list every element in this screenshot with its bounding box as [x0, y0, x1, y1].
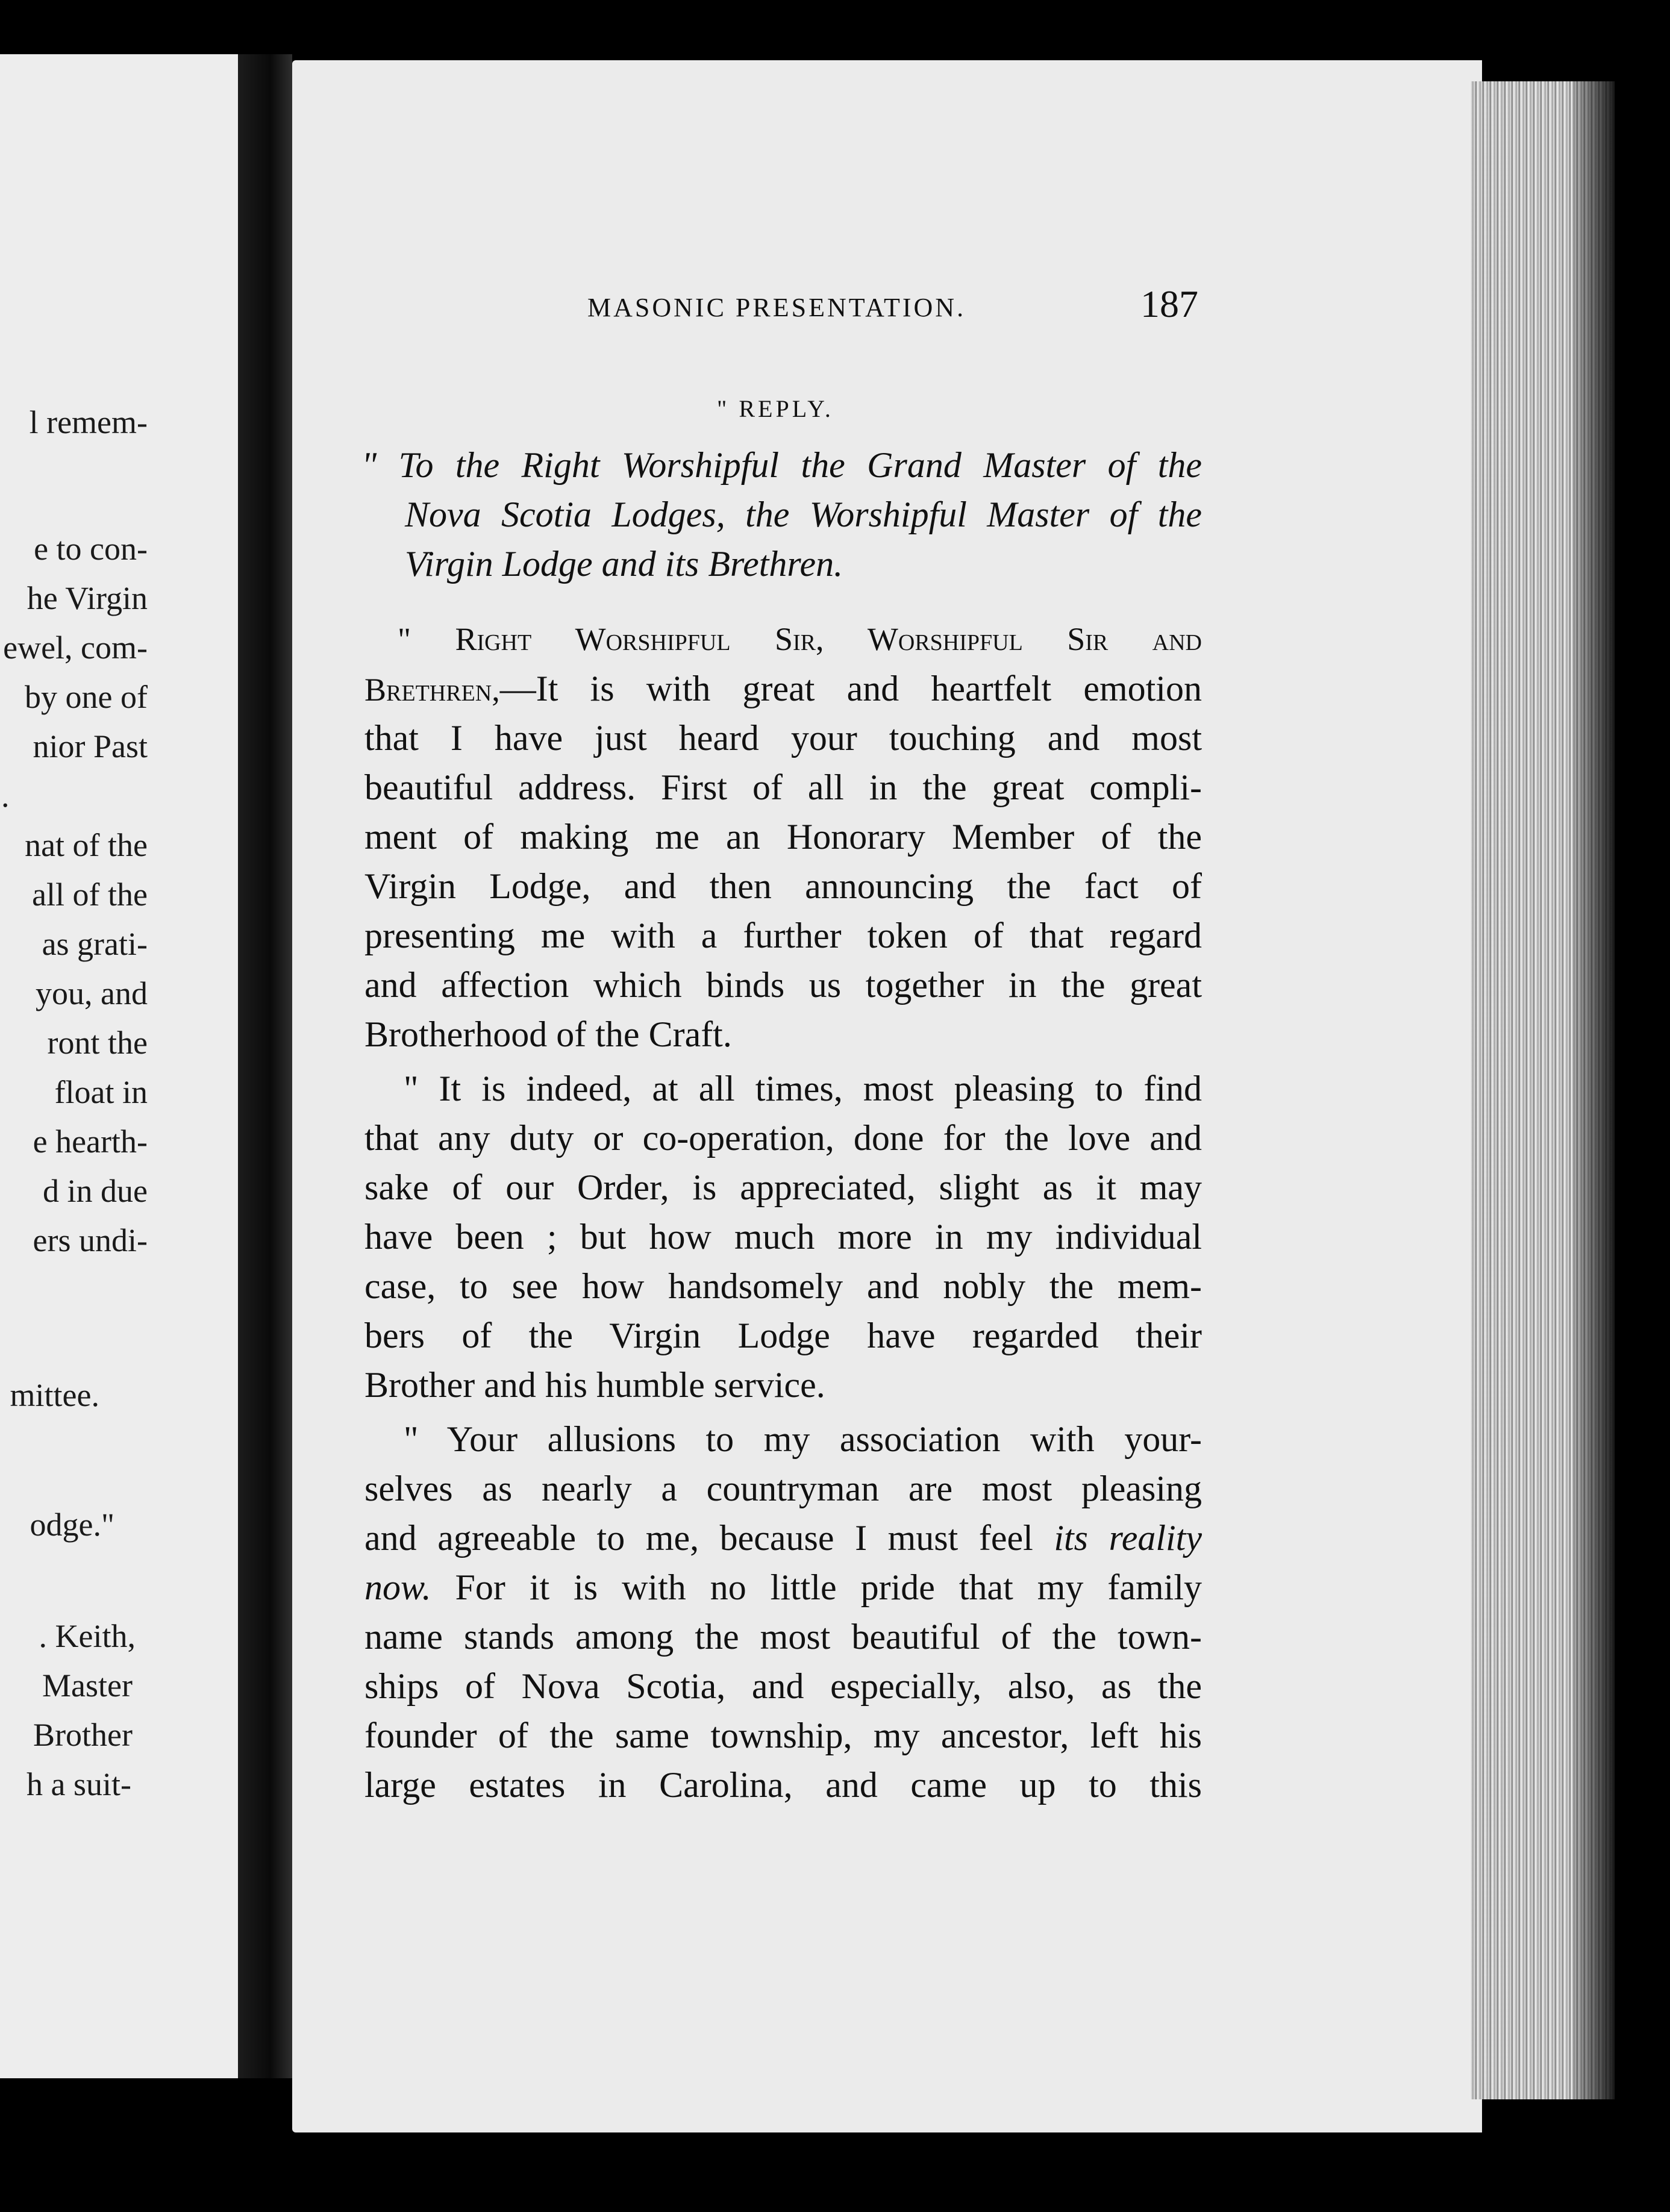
left-page-fragment: Brother [33, 1717, 133, 1753]
text-line: and affection which binds us together in the great [364, 965, 1202, 1005]
address-line: Virgin Lodge and its Brethren. [405, 544, 843, 584]
text-line: ships of Nova Scotia, and especially, also, as the [364, 1666, 1202, 1706]
left-page-fragment: d in due [43, 1173, 148, 1209]
text-line: have been ; but how much more in my individual [364, 1217, 1202, 1257]
book-gutter [238, 54, 292, 2078]
salutation-continuation: Brethren, [364, 672, 500, 708]
text-line: Brother and his humble service. [364, 1365, 825, 1405]
text-line: that any duty or co-operation, done for the love and [364, 1118, 1202, 1158]
reply-heading: " REPLY. [717, 395, 834, 422]
left-page-fragment: nat of the [25, 827, 148, 863]
italic-emphasis: now. [364, 1567, 431, 1607]
left-page-fragment: . Keith, [39, 1618, 136, 1654]
text-segment: and agreeable to me, because I must feel [364, 1518, 1033, 1558]
text-line: " Your allusions to my association with your- [404, 1419, 1202, 1459]
left-page-fragment: h a suit- [27, 1766, 131, 1802]
left-page-fragment: float in [54, 1074, 148, 1110]
text-segment: For it is with no little pride that my family [455, 1567, 1202, 1607]
left-page-fragment: . [1, 778, 10, 814]
left-page-fragment: you, and [36, 975, 148, 1011]
text-line: Virgin Lodge, and then announcing the fact of [364, 866, 1202, 906]
text-line: sake of our Order, is appreciated, slight as it may [364, 1167, 1202, 1207]
left-page-fragment: all of the [32, 876, 148, 913]
left-page-fragment: he Virgin [27, 580, 148, 616]
page-edge-stack [1470, 81, 1615, 2099]
left-page-fragment: as grati- [42, 926, 148, 962]
left-page-fragment: nior Past [33, 728, 148, 764]
text-line [364, 1513, 1202, 1563]
text-line: selves as nearly a countryman are most pleasing [364, 1469, 1202, 1508]
running-head: MASONIC PRESENTATION. [587, 293, 966, 322]
italic-emphasis: its reality [1054, 1518, 1202, 1558]
left-page-fragment: ewel, com- [3, 630, 148, 666]
text-line [364, 664, 1202, 714]
page-number: 187 [1140, 283, 1198, 325]
text-line: that I have just heard your touching and most [364, 718, 1202, 758]
left-page-fragment: e to con- [34, 531, 148, 567]
address-line: Nova Scotia Lodges, the Worshipful Master of the [405, 495, 1202, 534]
address-line: " To the Right Worshipful the Grand Master of the [361, 445, 1202, 485]
text-line: bers of the Virgin Lodge have regarded their [364, 1316, 1202, 1355]
left-page-fragment: mittee. [10, 1377, 99, 1413]
left-page-fragment: by one of [25, 679, 148, 715]
text-line [364, 1563, 1202, 1612]
text-line: Brotherhood of the Craft. [364, 1014, 732, 1054]
text-line: beautiful address. First of all in the great compli- [364, 767, 1202, 807]
left-page-fragment: ers undi- [33, 1222, 148, 1258]
text-line: case, to see how handsomely and nobly the mem- [364, 1266, 1202, 1306]
left-facing-page [0, 54, 243, 2078]
left-page-fragment: odge." [30, 1507, 114, 1543]
left-page-fragment: l remem- [29, 404, 148, 440]
text-line: ment of making me an Honorary Member of the [364, 817, 1202, 857]
text-segment: —It is with great and heartfelt emotion [499, 669, 1202, 708]
text-line: name stands among the most beautiful of the town- [364, 1617, 1202, 1657]
text-line: founder of the same township, my ancestor, left his [364, 1716, 1202, 1755]
text-line: " It is indeed, at all times, most pleasing to find [404, 1069, 1202, 1108]
salutation-line: " Right Worshipful Sir, Worshipful Sir and [398, 621, 1202, 657]
left-page-fragment: Master [42, 1667, 133, 1704]
text-line: presenting me with a further token of that regard [364, 916, 1202, 955]
text-line: large estates in Carolina, and came up to this [364, 1765, 1202, 1805]
left-page-fragment: ront the [47, 1025, 148, 1061]
left-page-fragment: e hearth- [33, 1123, 148, 1160]
